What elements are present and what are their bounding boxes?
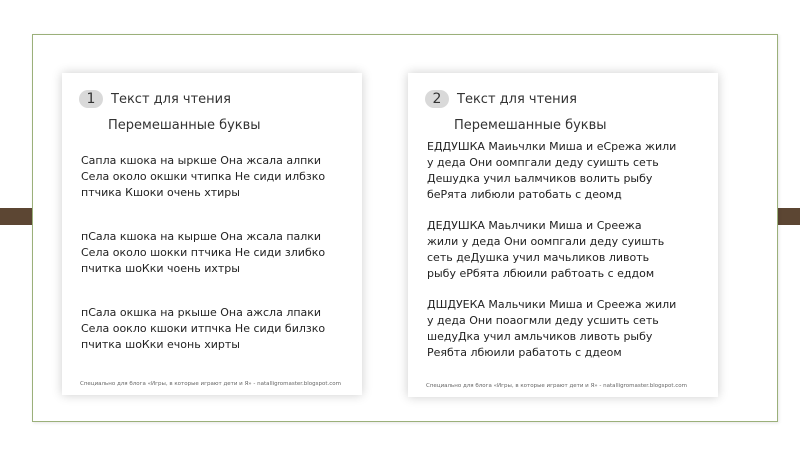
- text-line: сеть деДушка учил мачьликов ливоть: [427, 251, 650, 264]
- text-line: ДЕДУШКА Маьлчики Миша и Среежа: [427, 219, 642, 232]
- card-footer: Специально для блога «Игры, в которые играют дети и Я» - natalligromaster.blogspot.com: [80, 381, 342, 387]
- text-line: ЕДДУШКА Маиьчлки Миша и еСрежа жили: [427, 140, 677, 153]
- text-line: пчитка шоКки чоень ихтры: [81, 262, 240, 275]
- reading-card-2: [408, 73, 718, 397]
- card-subtitle: Перемешанные буквы: [108, 118, 261, 133]
- card-title: Текст для чтения: [457, 91, 577, 107]
- card-subtitle: Перемешанные буквы: [454, 118, 607, 133]
- text-paragraph-1: [427, 139, 676, 203]
- card-footer: Специально для блога «Игры, в которые играют дети и Я» - natalligromaster.blogspot.com: [426, 383, 688, 389]
- text-line: ДШДУЕКА Мальчики Миша и Среежа жили: [427, 298, 677, 311]
- text-paragraph-3: [427, 297, 676, 361]
- reading-card-1: [62, 73, 362, 395]
- text-line: у деда Они оомпгали деду суишть сеть: [427, 156, 659, 169]
- text-line: Села около шокки птчика Не сиди злибко: [81, 246, 326, 259]
- text-line: Села оокло кшоки итпчка Не сиди билзко: [81, 322, 326, 335]
- text-paragraph-3: [81, 305, 325, 353]
- text-line: шедуДка учил амльчиков ливоть рыбу: [427, 330, 653, 343]
- card-number-badge: 1: [79, 90, 103, 108]
- text-line: жили у деда Они оомпгали деду суишть: [427, 235, 665, 248]
- text-line: птчика Кшоки очень хтиры: [81, 186, 240, 199]
- card-2-header: [425, 88, 577, 110]
- text-line: Сапла кшока на ыркше Она жсала алпки: [81, 154, 322, 167]
- slide-frame: [32, 34, 778, 422]
- text-line: пчитка шоКки ечонь хирты: [81, 338, 240, 351]
- left-wood-band: [0, 208, 36, 225]
- text-line: у деда Они поаогмли деду усшить сеть: [427, 314, 659, 327]
- text-line: беРята либюли ратобать с деомд: [427, 188, 622, 201]
- card-1-header: [79, 88, 231, 110]
- text-line: пСала окшка на ркыше Она ажсла лпаки: [81, 306, 322, 319]
- text-paragraph-1: [81, 153, 325, 201]
- card-number-badge: 2: [425, 90, 449, 108]
- card-title: Текст для чтения: [111, 91, 231, 107]
- text-line: рыбу еРбята лбюили рабтоать с еддом: [427, 267, 655, 280]
- text-paragraph-2: [81, 229, 325, 277]
- text-line: Реябта лбюили рабатоть с ддеом: [427, 346, 622, 359]
- text-line: Дешудка учил ьалмчиков волить рыбу: [427, 172, 653, 185]
- text-paragraph-2: [427, 218, 664, 282]
- text-line: Села около окшки чтипка Не сиди илбзко: [81, 170, 326, 183]
- text-line: пСала кшока на кырше Она жсала палки: [81, 230, 322, 243]
